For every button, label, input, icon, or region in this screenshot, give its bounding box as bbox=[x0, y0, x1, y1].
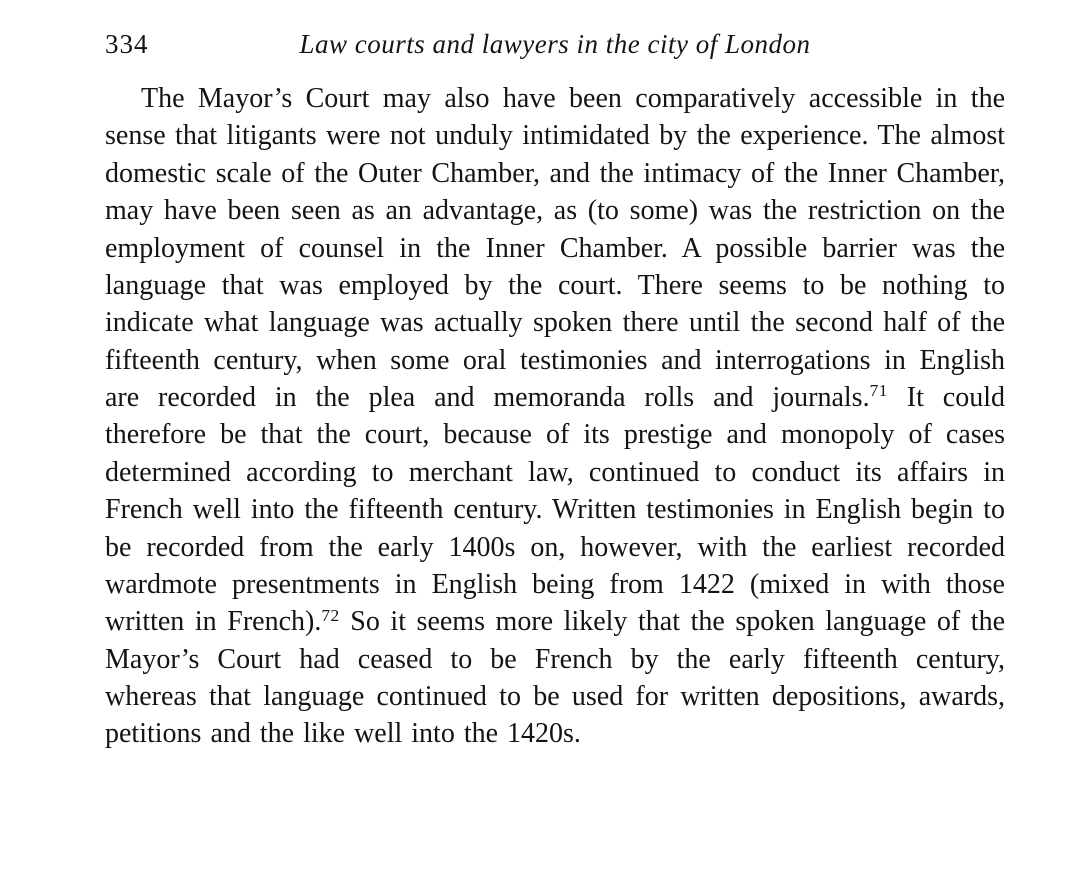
page-header bbox=[105, 26, 1005, 62]
paragraph-text-2: It could therefore be that the court, because of its prestige and monopoly of cases determined according to merchant law, continued to conduct its affairs in French well into the fifteenth century. Written testimonies in English begin to be recorded from the early 1400s on, however, with the earliest recorded wardmote presentments in English being from 1422 (mixed in with those written in French). bbox=[105, 382, 1005, 638]
paragraph-text-1: The Mayor’s Court may also have been comparatively accessible in the sense that litigants were not unduly intimidated by the experience. The almost domestic scale of the Outer Chamber, and the intimacy of the Inner Chamber, may have been seen as an advantage, as (to some) was the restriction on the employment of counsel in the Inner Chamber. A possible barrier was the language that was employed by the court. There seems to be nothing to indicate what language was actually spoken there until the second half of the fifteenth century, when some oral testimonies and interrogations in English are recorded in the plea and memoranda rolls and journals. bbox=[105, 83, 1005, 413]
footnote-ref-71: 71 bbox=[869, 381, 888, 401]
page-number: 334 bbox=[105, 29, 149, 59]
paragraph-text-3: So it seems more likely that the spoken language of the Mayor’s Court had ceased to be French by the early fifteenth century, whereas that language continued to be used for written depositions, awards, petitions and the like well into the 1420s. bbox=[105, 606, 1006, 750]
page-body bbox=[105, 80, 1005, 753]
body-paragraph bbox=[105, 80, 1005, 753]
running-head: Law courts and lawyers in the city of London bbox=[299, 29, 811, 59]
footnote-ref-72: 72 bbox=[321, 605, 340, 625]
